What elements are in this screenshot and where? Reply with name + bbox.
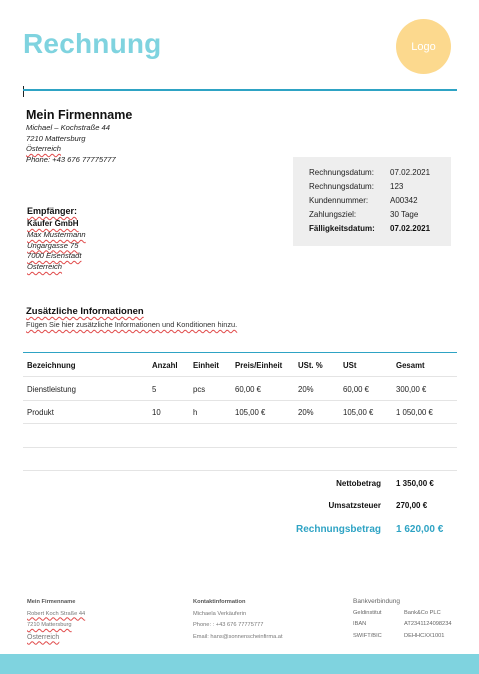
table-divider (23, 423, 457, 424)
footer-bank[interactable] (353, 596, 452, 642)
col-header-vat: USt (343, 361, 357, 370)
additional-info-text[interactable]: Fügen Sie hier zusätzliche Informationen und Konditionen hinzu. (26, 320, 238, 329)
header-divider (23, 89, 457, 91)
footer-accent-bar (0, 654, 479, 674)
footer-contact[interactable] (193, 597, 283, 643)
col-header-unit: Einheit (193, 361, 219, 370)
footer-bank-row: SWIFT/BIC DEHHCXX1001 (353, 632, 445, 639)
col-header-unit-price: Preis/Einheit (235, 361, 283, 370)
table-divider (23, 400, 457, 401)
sender-line-2: 7210 Mattersburg (26, 133, 86, 143)
footer-contact-line: Michaela Verkäuferin (193, 610, 247, 617)
invoice-info-box[interactable]: Rechnungsdatum: 07.02.2021 Rechnungsdatum: 123 Kundennummer: A00342 Zahlungsziel: 30 Tage Fälligkeitsdatum: 07.02.2021 (293, 157, 451, 246)
footer-bank-row: Geldinstitut Bank&Co PLC (353, 609, 441, 616)
footer-bank-row: IBAN AT2341124098234 (353, 621, 452, 627)
text-cursor (23, 86, 24, 97)
table-divider (23, 376, 457, 377)
sender-address[interactable] (26, 123, 116, 165)
recipient-line-4: Österreich (27, 261, 63, 271)
vat-amount-value: 270,00 € (396, 501, 428, 510)
recipient-company[interactable]: Käufer GmbH (27, 219, 79, 228)
net-amount-label: Nettobetrag (336, 479, 381, 488)
invoice-title: Rechnung (23, 28, 162, 59)
recipient-line-2: Ungargasse 75 (27, 240, 79, 250)
sender-company-name[interactable]: Mein Firmenname (26, 108, 133, 122)
table-top-border (23, 352, 457, 353)
recipient-line-3: 7000 Eisenstadt (27, 251, 82, 261)
footer-company[interactable] (27, 597, 85, 643)
col-header-total: Gesamt (396, 361, 425, 370)
additional-info-title[interactable]: Zusätzliche Informationen (26, 306, 144, 317)
invoice-total-label: Rechnungsbetrag (295, 524, 381, 535)
logo-label: Logo (411, 40, 436, 53)
col-header-vat-percent: USt. % (298, 361, 323, 370)
table-divider (23, 447, 457, 448)
sender-line-1: Michael – Kochstraße 44 (26, 123, 110, 132)
logo-placeholder[interactable] (396, 19, 451, 74)
col-header-quantity: Anzahl (152, 361, 178, 370)
footer-company-line: 7210 Mattersburg (27, 622, 72, 628)
footer-company-line: Österreich (27, 633, 60, 641)
sender-line-3: Österreich (26, 144, 62, 154)
footer-contact-heading: Kontaktinformation (193, 599, 246, 605)
table-divider (23, 470, 457, 471)
col-header-description: Bezeichnung (27, 361, 76, 370)
footer-contact-line: Email: hans@sonnenscheinfirma.at (193, 633, 283, 640)
sender-line-4: Phone: +43 676 77775777 (26, 154, 116, 164)
recipient-label[interactable]: Empfänger: (27, 206, 78, 216)
footer-company-heading: Mein Firmenname (27, 599, 76, 605)
footer-bank-heading: Bankverbindung (353, 598, 400, 605)
footer-contact-line: Phone: : +43 676 77775777 (193, 622, 264, 628)
vat-amount-label: Umsatzsteuer (328, 501, 381, 510)
recipient-line-1: Max Mustermann (27, 230, 86, 239)
invoice-total-value: 1 620,00 € (396, 524, 444, 535)
net-amount-value: 1 350,00 € (396, 479, 434, 488)
recipient-address[interactable] (27, 230, 86, 272)
footer-company-line: Robert Koch Straße 44 (27, 610, 86, 617)
